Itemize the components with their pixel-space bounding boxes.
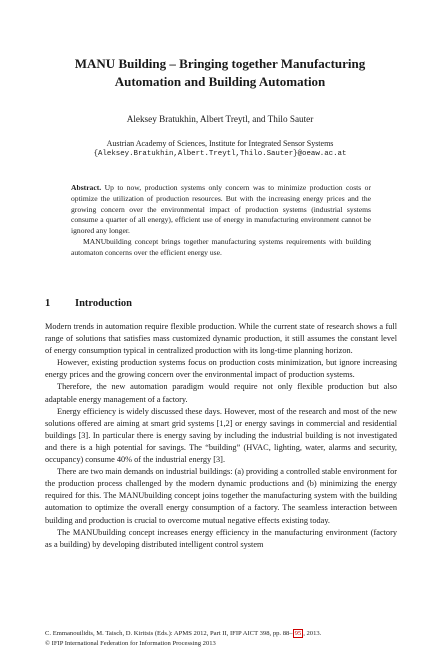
title-line-2: Automation and Building Automation bbox=[114, 74, 326, 89]
abstract-paragraph-2: MANUbuilding concept brings together manufacturing systems requirements with building automaton concerns over the efficient energy use. bbox=[71, 236, 371, 257]
abstract-paragraph-1 bbox=[71, 183, 371, 237]
paper-title bbox=[40, 55, 400, 91]
abstract bbox=[71, 183, 371, 259]
body-paragraph-6: The MANUbuilding concept increases energy efficiency in the manufacturing environment (factory as a building) by developing distributed intelligent control system bbox=[45, 527, 397, 549]
section-number: 1 bbox=[45, 298, 51, 309]
footnote bbox=[45, 629, 405, 648]
page-reference-link[interactable]: 95 bbox=[294, 630, 302, 637]
section-title: Introduction bbox=[75, 298, 132, 309]
body-paragraph-4: Energy efficiency is widely discussed these days. However, most of the research and most of the new solutions offered are aiming at smart grid systems [1,2] or energy savings in commercial and residential buildings [3]. In particular there is energy saving by including the industrial building is not investigated and there is a high potential for savings. The “building” (HVAC, lighting, water, alarms and security, occupancy) consume 40% of the industrial energy [3]. bbox=[45, 406, 397, 465]
abstract-label: Abstract. bbox=[71, 183, 102, 192]
body-paragraph-5: There are two main demands on industrial buildings: (a) providing a controlled stable environment for the production process challenged by the modern dynamic productions and (b) minimizing the energy required for this. The MANUbuilding concept joins together the manufacturing system with the building automation to optimize the overall energy consumption of a factory. The seamless interaction between building and production is crucial to overcome mutual negative effects existing today. bbox=[45, 467, 397, 525]
body-paragraph-1: Modern trends in automation require flexible production. While the current state of research shows a full range of solutions that satisfies mass customized dynamic production, it still assumes the constant level of energy consumption typical in centralized production with its long-time planning horizon. bbox=[45, 322, 397, 356]
citation-year: , 2013. bbox=[303, 630, 322, 637]
body-paragraph-2: However, existing production systems focus on production costs minimization, but ignore increasing energy prices and the growing concern over the environmental impact of production systems. bbox=[45, 358, 397, 380]
affiliation: Austrian Academy of Sciences, Institute for Integrated Sensor Systems bbox=[106, 139, 334, 148]
citation-text: C. Emmanouilidis, M. Taisch, D. Kiritsis (Eds.): APMS 2012, Part II, IFIP AICT 398, pp. 88– bbox=[45, 630, 293, 637]
section-heading bbox=[45, 297, 345, 310]
body-paragraph-3: Therefore, the new automation paradigm would require not only flexible production but also adaptable energy management of a factory. bbox=[45, 382, 397, 404]
copyright-line: © IFIP International Federation for Information Processing 2013 bbox=[45, 639, 216, 647]
author-emails: {Aleksey.Bratukhin,Albert.Treytl,Thilo.Sauter}@oeaw.ac.at bbox=[93, 150, 347, 158]
author-list: Aleksey Bratukhin, Albert Treytl, and Thilo Sauter bbox=[126, 114, 314, 124]
body-text bbox=[45, 321, 397, 551]
abstract-text-1: Up to now, production systems only concern was to minimize production costs or optimize the utilization of production resources. But with the increasing energy prices and the growing concern over the environmental impact of production systems (industrial systems consume a quarter of all energy), efficient use of energy in manufacturing environment cannot be ignored any longer. bbox=[71, 183, 371, 236]
title-line-1: MANU Building – Bringing together Manufacturing bbox=[74, 56, 366, 71]
citation-line bbox=[45, 629, 405, 639]
